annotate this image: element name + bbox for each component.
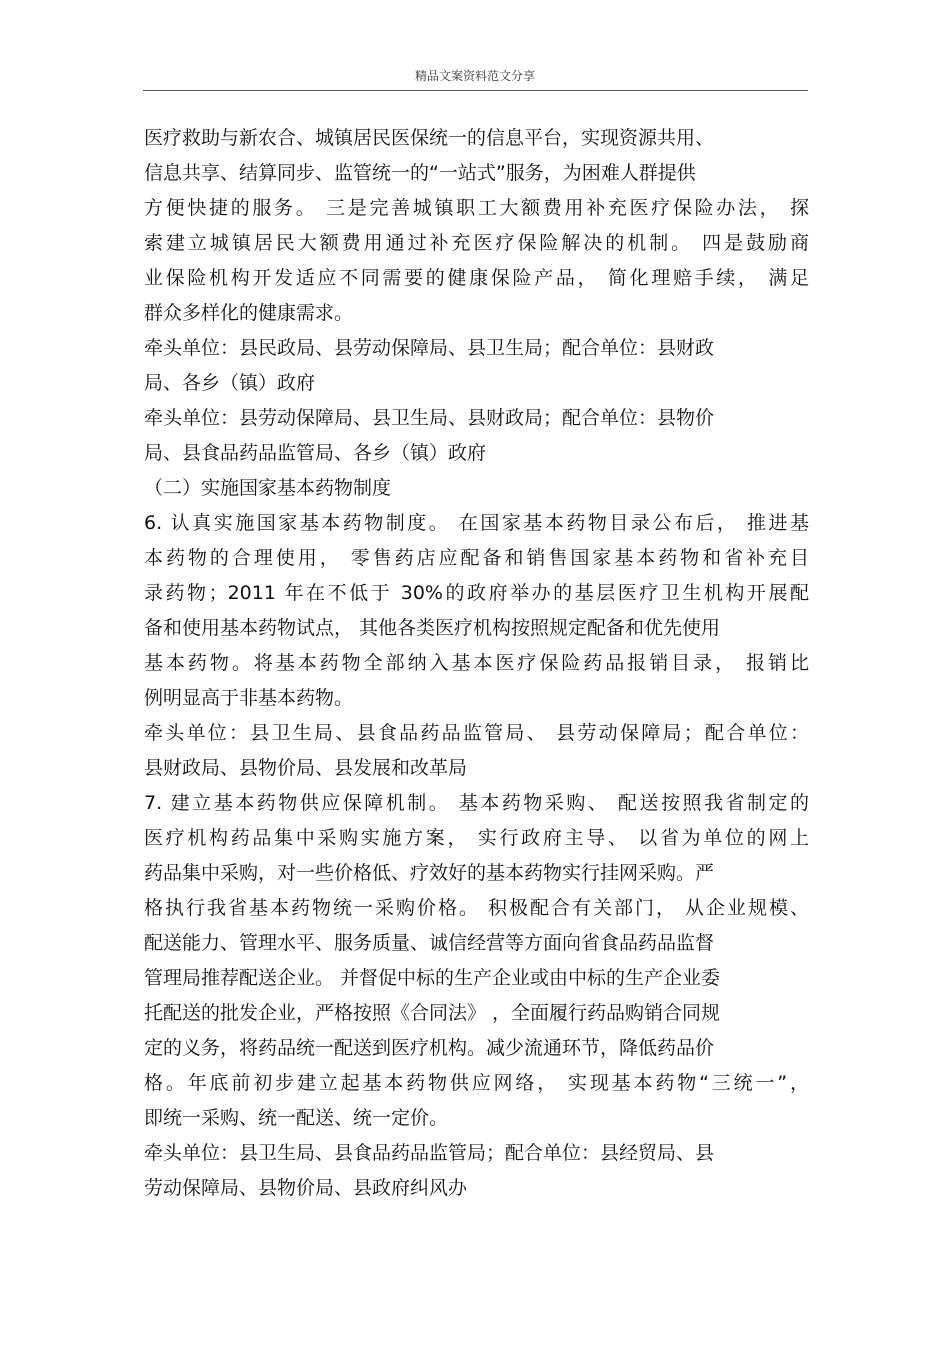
- body-text-line: 定的义务，将药品统一配送到医疗机构。减少流通环节，降低药品价: [144, 1037, 715, 1059]
- page-header-title: 精品文案资料范文分享: [414, 69, 535, 83]
- body-text-line: 基本药物。将基本药物全部纳入基本医疗保险药品报销目录， 报销比: [144, 652, 809, 674]
- body-text-line: 业保险机构开发适应不同需要的健康保险产品， 简化理赔手续， 满足: [144, 267, 809, 289]
- body-text-line: 本药物的合理使用， 零售药店应配备和销售国家基本药物和省补充目: [144, 547, 809, 569]
- body-text-line: 7. 建立基本药物供应保障机制。 基本药物采购、 配送按照我省制定的: [144, 792, 809, 814]
- header-divider: [143, 90, 808, 91]
- body-text-line: 录药物；2011 年在不低于 30%的政府举办的基层医疗卫生机构开展配: [144, 582, 809, 604]
- body-text-line: 方便快捷的服务。 三是完善城镇职工大额费用补充医疗保险办法， 探: [144, 197, 809, 219]
- body-text-line: 即统一采购、统一配送、统一定价。: [144, 1107, 449, 1129]
- body-text-line: 备和使用基本药物试点， 其他各类医疗机构按照规定配备和优先使用: [144, 617, 721, 639]
- body-text-line: 县财政局、县物价局、县发展和改革局: [144, 757, 468, 779]
- body-text-line: 管理局推荐配送企业。 并督促中标的生产企业或由中标的生产企业委: [144, 967, 721, 989]
- body-text-line: 局、县食品药品监管局、各乡（镇）政府: [144, 442, 487, 464]
- body-text-line: 例明显高于非基本药物。: [144, 687, 354, 709]
- body-text-line: 索建立城镇居民大额费用通过补充医疗保险解决的机制。 四是鼓励商: [144, 232, 809, 254]
- body-text-line: 格执行我省基本药物统一采购价格。 积极配合有关部门， 从企业规模、: [144, 897, 809, 919]
- body-text-line: 医疗救助与新农合、城镇居民医保统一的信息平台，实现资源共用、: [144, 127, 715, 149]
- body-text-line: 牵头单位：县卫生局、县食品药品监管局、 县劳动保障局；配合单位：: [144, 722, 809, 744]
- body-text-line: 托配送的批发企业，严格按照《合同法》 ，全面履行药品购销合同规: [144, 1002, 721, 1024]
- body-text-line: 群众多样化的健康需求。: [144, 302, 354, 324]
- body-text-line: 牵头单位：县卫生局、县食品药品监管局；配合单位：县经贸局、县: [144, 1142, 715, 1164]
- body-text-line: 药品集中采购，对一些价格低、疗效好的基本药物实行挂网采购。严: [144, 862, 715, 884]
- body-text-line: 配送能力、管理水平、服务质量、诚信经营等方面向省食品药品监督: [144, 932, 715, 954]
- body-text-line: 格。年底前初步建立起基本药物供应网络， 实现基本药物“三统一”，: [144, 1072, 809, 1094]
- body-text-line: 局、各乡（镇）政府: [144, 372, 316, 394]
- document-body: [144, 121, 809, 1206]
- body-text-line: 劳动保障局、县物价局、县政府纠风办: [144, 1177, 468, 1199]
- body-text-line: 信息共享、结算同步、监管统一的“一站式”服务，为困难人群提供: [144, 162, 696, 184]
- body-text-line: 牵头单位：县劳动保障局、县卫生局、县财政局；配合单位：县物价: [144, 407, 715, 429]
- body-text-line: 6. 认真实施国家基本药物制度。 在国家基本药物目录公布后， 推进基: [144, 512, 809, 534]
- body-text-line: 医疗机构药品集中采购实施方案， 实行政府主导、 以省为单位的网上: [144, 827, 809, 849]
- body-text-line: 牵头单位：县民政局、县劳动保障局、县卫生局；配合单位：县财政: [144, 337, 715, 359]
- body-text-line: （二）实施国家基本药物制度: [144, 477, 392, 499]
